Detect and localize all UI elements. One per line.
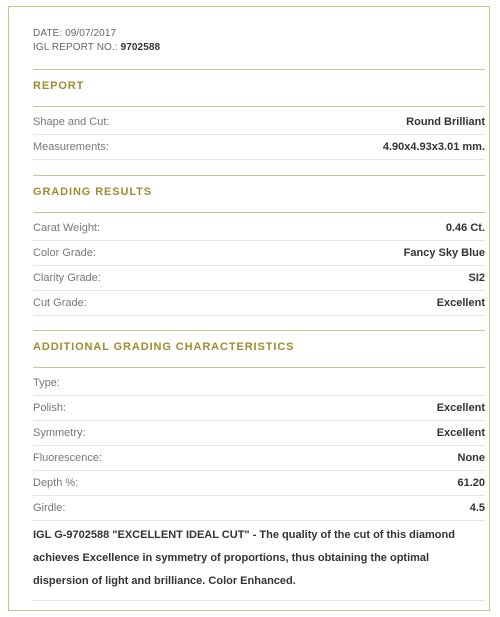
row-cut-grade [33,291,485,316]
report-number [33,42,160,53]
row-clarity-grade [33,266,485,291]
row-value: 4.5 [469,502,485,514]
row-shape-and-cut [33,110,485,135]
row-value: 0.46 Ct. [445,222,485,234]
row-label: Symmetry: [33,427,86,439]
row-label: Fluorescence: [33,452,103,464]
row-value: Excellent [436,402,485,414]
row-fluorescence [33,446,485,471]
row-label: Polish: [33,402,67,414]
row-value: 4.90x4.93x3.01 mm. [382,141,485,153]
report-date [33,28,116,39]
row-value: 61.20 [457,477,485,489]
row-symmetry [33,421,485,446]
row-label: Carat Weight: [33,222,101,234]
row-label: Clarity Grade: [33,272,101,284]
section-title-grading-results: GRADING RESULTS [33,186,153,198]
row-value: Round Brilliant [406,116,485,128]
row-polish [33,396,485,421]
row-color-grade [33,241,485,266]
row-label: Girdle: [33,502,66,514]
report-card [8,6,490,611]
row-value: Excellent [436,427,485,439]
row-label: Measurements: [33,141,109,153]
section-divider [33,212,485,213]
row-label: Cut Grade: [33,297,87,309]
section-divider [33,330,485,331]
report-number-label: IGL REPORT NO.: [33,42,118,53]
comment-divider [33,600,485,601]
date-value: 09/07/2017 [65,28,117,39]
row-girdle [33,496,485,521]
row-type [33,371,485,396]
row-label: Type: [33,377,60,389]
section-divider [33,69,485,70]
section-divider [33,367,485,368]
row-label: Shape and Cut: [33,116,110,128]
row-value: Excellent [436,297,485,309]
row-depth [33,471,485,496]
row-value: None [457,452,485,464]
section-title-report: REPORT [33,80,85,92]
report-number-value: 9702588 [120,42,161,53]
row-value: SI2 [468,272,485,284]
row-value: Fancy Sky Blue [403,247,485,259]
section-divider [33,106,485,107]
row-label: Depth %: [33,477,79,489]
row-label: Color Grade: [33,247,96,259]
row-measurements [33,135,485,160]
comments-text: IGL G-9702588 "EXCELLENT IDEAL CUT" - The quality of the cut of this diamond achieves Excellence in symmetry of proportions, thus obtaining the optimal dispersion of light and brilliance. Color Enhanced. [33,529,455,587]
date-label: DATE: [33,28,63,39]
section-divider [33,175,485,176]
section-title-additional-characteristics: ADDITIONAL GRADING CHARACTERISTICS [33,341,295,353]
row-carat-weight [33,216,485,241]
